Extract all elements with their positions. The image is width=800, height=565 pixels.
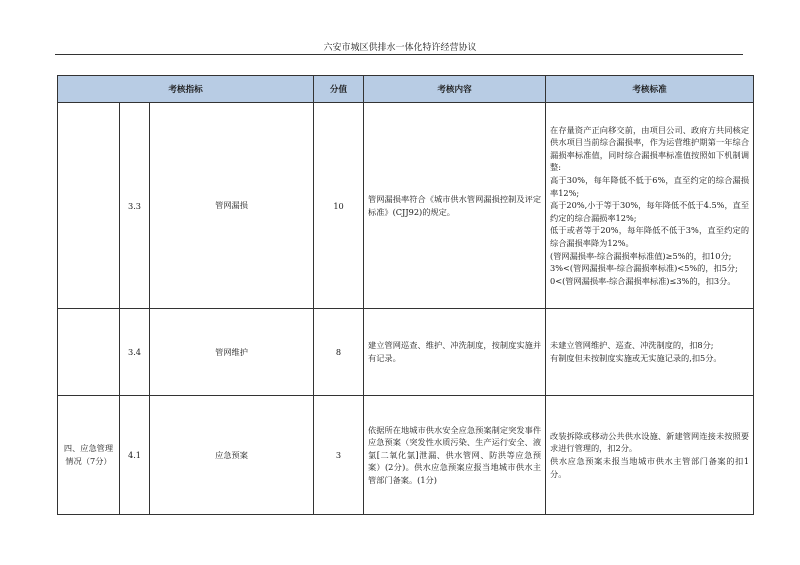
- item-standard: [546, 309, 754, 396]
- standard-line: 高于30%，每年降低不低于6%，直至约定的综合漏损率12%;: [550, 175, 750, 198]
- item-content: 管网漏损率符合《城市供水管网漏损控制及评定标准》(CJJ92)的规定。: [364, 103, 546, 309]
- standard-line: 在存量资产正向移交前，由项目公司、政府方共同核定供水项目当前综合漏损率，作为运营维护期第一年综合漏损率标准值，同时综合漏损率标准值按照如下机制调整:: [550, 124, 750, 173]
- table-header-row: [58, 76, 754, 103]
- item-name: 应急预案: [150, 396, 314, 515]
- document-header-title: 六安市城区供排水一体化特许经营协议: [323, 43, 477, 53]
- header-divider: [55, 54, 743, 55]
- category-cell: [58, 103, 120, 309]
- item-standard: [546, 396, 754, 515]
- standard-line: 有制度但未按制度实施或无实施记录的,扣5分。: [550, 353, 722, 363]
- standard-line: 供水应急预案未报当地城市供水主管部门备案的扣1分。: [550, 456, 750, 479]
- header-standard: 考核标准: [546, 76, 754, 103]
- item-code: 3.4: [120, 309, 150, 396]
- header-score: 分值: [314, 76, 364, 103]
- table-row: [58, 103, 754, 309]
- category-cell: 四、应急管理情况（7分）: [58, 396, 120, 515]
- standard-line: 高于20%,小于等于30%，每年降低不低于4.5%，直至约定的综合漏损率12%;: [550, 200, 750, 223]
- category-cell: [58, 309, 120, 396]
- item-score: 3: [314, 396, 364, 515]
- standard-line: 低于或者等于20%，每年降低不低于3%，直至约定的综合漏损率降为12%。: [550, 225, 750, 248]
- item-content: 依据所在地城市供水安全应急预案制定突发事件应急预案（突发性水质污染、生产运行安全、液氯[二氧化氯]泄漏、供水管网、防洪等应急预案）(2分)。供水应急预案应报当地城市供水主管部门备案。(1分): [364, 396, 546, 515]
- item-code: 4.1: [120, 396, 150, 515]
- item-name: 管网维护: [150, 309, 314, 396]
- item-score: 10: [314, 103, 364, 309]
- standard-line: 0<(管网漏损率-综合漏损率标准)≤3%的，扣3分。: [550, 275, 736, 286]
- item-content: 建立管网巡查、维护、冲洗制度，按制度实施并有记录。: [364, 309, 546, 396]
- header-content: 考核内容: [364, 76, 546, 103]
- item-code: 3.3: [120, 103, 150, 309]
- table-row: [58, 309, 754, 396]
- header-indicator: 考核指标: [58, 76, 314, 103]
- standard-line: 改装拆除或移动公共供水设施、新建管网连接未按照要求进行管理的，扣2分。: [550, 430, 750, 454]
- item-score: 8: [314, 309, 364, 396]
- standard-line: 3%<(管网漏损率-综合漏损率标准)<5%的，扣5分;: [550, 263, 738, 274]
- item-standard: [546, 103, 754, 309]
- standard-line: (管网漏损率-综合漏损率标准值)≥5%的，扣10分;: [550, 250, 732, 261]
- assessment-table: [57, 75, 754, 515]
- item-name: 管网漏损: [150, 103, 314, 309]
- table-row: [58, 396, 754, 515]
- standard-line: 未建立管网维护、巡查、冲洗制度的，扣8分;: [550, 340, 714, 351]
